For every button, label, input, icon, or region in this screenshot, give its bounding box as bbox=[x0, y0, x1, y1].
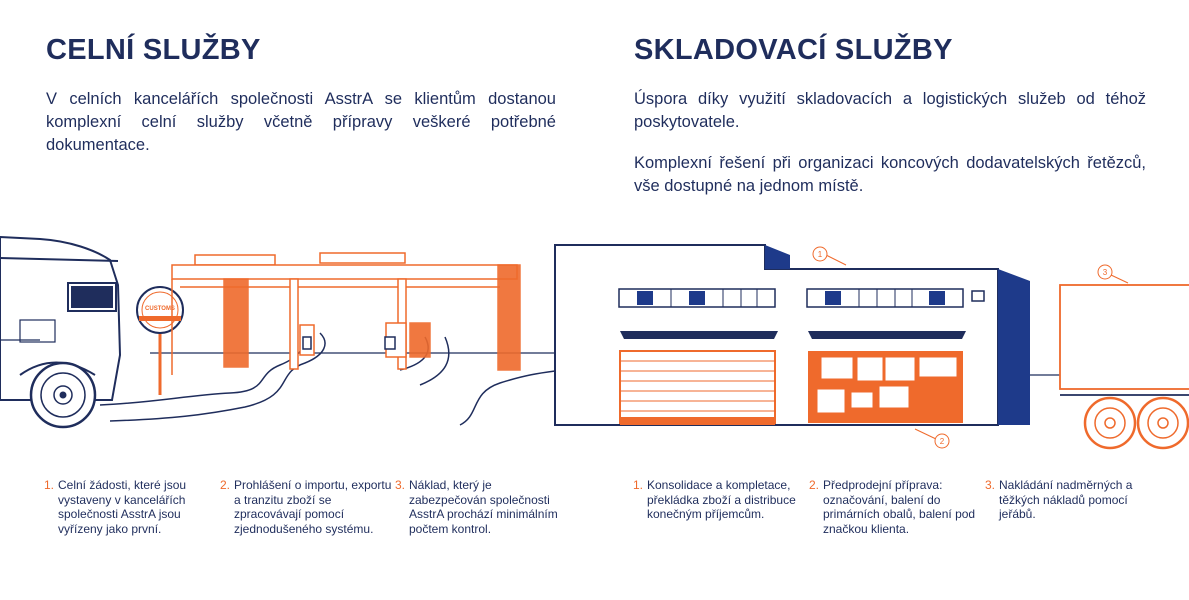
customs-services-title: CELNÍ SLUŽBY bbox=[46, 34, 261, 66]
warehouse-services-text-1: Úspora díky využití skladovacích a logistických služeb od téhož poskytovatele. bbox=[634, 90, 1146, 131]
warehouse-services-text-2: Komplexní řešení při organizaci koncových dodavatelských řetězců, vše dostupné na jednom místě. bbox=[634, 154, 1146, 195]
warehouse-loading-bay bbox=[808, 351, 963, 423]
road bbox=[100, 333, 555, 425]
trailer-right bbox=[1060, 285, 1189, 395]
customs-step-1: 1. Celní žádosti, které jsou vystaveny v kancelářích společnosti AsstrA jsou vyřízeny jako první. bbox=[44, 478, 187, 536]
marker-3 bbox=[1098, 265, 1128, 283]
warehouse-step-1: 1. Konsolidace a kompletace, překládka zboží a distribuce konečným příjemcům. bbox=[633, 478, 796, 521]
warehouse bbox=[555, 245, 1030, 425]
warehouse-step-2: 2. Předprodejní příprava: označování, balení do primárních obalů, balení pod značkou klienta. bbox=[809, 478, 976, 536]
warehouse-step-3: 3. Nakládání nadměrných a těžkých nákladů pomocí jeřábů. bbox=[985, 478, 1133, 521]
svg-text:2: 2 bbox=[939, 437, 945, 446]
warehouse-services-title: SKLADOVACÍ SLUŽBY bbox=[634, 34, 953, 66]
svg-text:3: 3 bbox=[1102, 268, 1108, 277]
warehouse-door-left bbox=[620, 351, 775, 425]
truck-left-wheel bbox=[31, 363, 95, 427]
customs-step-3: 3. Náklad, který je zabezpečován společnosti AsstrA prochází minimálním počtem kontrol. bbox=[395, 478, 558, 536]
marker-2 bbox=[915, 429, 949, 448]
svg-text:1: 1 bbox=[817, 250, 823, 259]
marker-1 bbox=[813, 247, 846, 265]
customs-step-2: 2. Prohlášení o importu, exportu a tranzitu zboží se zpracovávají pomocí zjednodušeného systému. bbox=[220, 478, 392, 536]
customs-checkpoint bbox=[172, 253, 520, 375]
trailer-wheels bbox=[1085, 398, 1188, 448]
customs-sign-label: CUSTOMS bbox=[145, 306, 175, 312]
customs-sign bbox=[137, 287, 183, 395]
customs-services-text: V celních kancelářích společnosti AsstrA se klientům dostanou komplexní celní služby včetně přípravy veškeré potřebné dokumentace. bbox=[46, 90, 556, 154]
logistics-illustration bbox=[0, 225, 1189, 450]
